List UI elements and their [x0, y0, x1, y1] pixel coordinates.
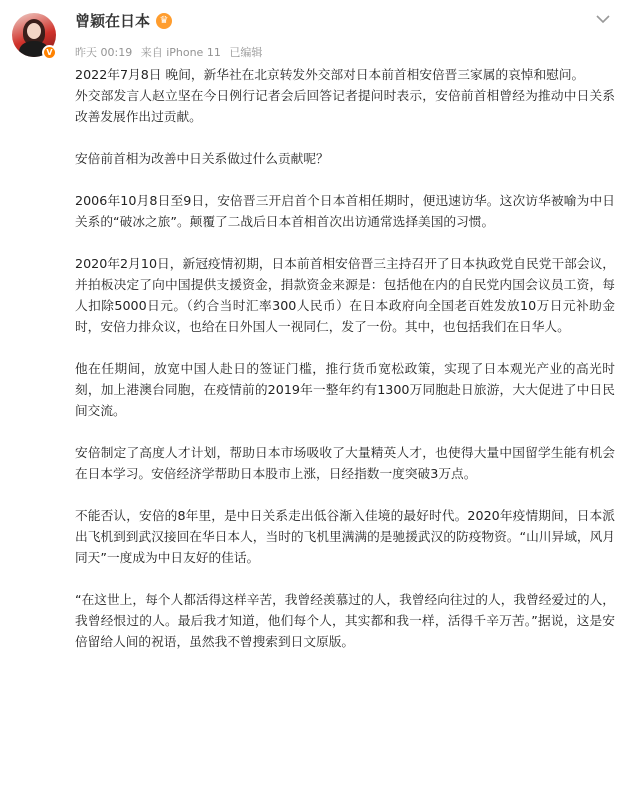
avatar-face [27, 23, 41, 39]
crown-badge-icon[interactable]: ♛ [156, 13, 172, 29]
post-source: 来自 iPhone 11 [140, 46, 221, 59]
paragraph-gap [75, 169, 615, 190]
post-paragraph: 安倍制定了高度人才计划，帮助日本市场吸收了大量精英人才，也使得大量中国留学生能有机会在日本学习。安倍经济学帮助日本股市上涨，日经指数一度突破3万点。 [75, 445, 615, 481]
paragraph-gap [75, 568, 615, 589]
paragraph-gap [75, 337, 615, 358]
post-paragraph: 2006年10月8日至9日，安倍晋三开启首个日本首相任期时，便迅速访华。这次访华被喻为中日关系的“破冰之旅”。颠覆了二战后日本首相首次出访通常选择美国的习惯。 [75, 193, 615, 229]
post-paragraph: “在这世上，每个人都活得这样辛苦，我曾经羡慕过的人，我曾经向往过的人，我曾经爱过的人，我曾经恨过的人。最后我才知道，他们每个人，其实都和我一样，活得千辛万苦。”据说，这是安倍留给人间的祝语，虽然我不曾搜索到日文原版。 [75, 592, 615, 649]
paragraph-gap [75, 484, 615, 505]
post-meta [75, 44, 267, 60]
post-paragraph: 安倍前首相为改善中日关系做过什么贡献呢？ [75, 151, 329, 166]
paragraph-gap [75, 232, 615, 253]
post-paragraph: 2022年7月8日 晚间，新华社在北京转发外交部对日本前首相安倍晋三家属的哀悼和慰问。 [75, 67, 585, 82]
post-author [75, 10, 172, 31]
username-link[interactable]: 曾颖在日本 [75, 12, 151, 30]
edited-label[interactable]: 已编辑 [229, 46, 263, 59]
paragraph-gap [75, 127, 615, 148]
paragraph-gap [75, 421, 615, 442]
post-paragraph: 他在任期间，放宽中国人赴日的签证门槛，推行货币宽松政策，实现了日本观光产业的高光时刻，加上港澳台同胞，在疫情前的2019年一整年约有1300万同胞赴日旅游，大大促进了中日民间交流。 [75, 361, 615, 418]
post-paragraph: 2020年2月10日，新冠疫情初期，日本前首相安倍晋三主持召开了日本执政党自民党干部会议，并拍板决定了向中国提供支援资金，捐款资金来源是：包括他在内的自民党内国会议员工资，每人扣除5000日元。（约合当时汇率300人民币）在日本政府向全国老百姓发放10万日元补助金时，安倍力排众议，也给在日外国人一视同仁，发了一份。其中，也包括我们在日华人。 [75, 256, 615, 334]
verified-badge-icon: V [42, 45, 57, 60]
chevron-down-icon[interactable] [596, 14, 610, 24]
post-content [75, 64, 615, 652]
post-paragraph: 外交部发言人赵立坚在今日例行记者会后回答记者提问时表示，安倍前首相曾经为推动中日关系改善发展作出过贡献。 [75, 88, 615, 124]
post-time[interactable]: 昨天 00:19 [75, 46, 133, 59]
post-paragraph: 不能否认，安倍的8年里，是中日关系走出低谷渐入佳境的最好时代。2020年疫情期间，日本派出飞机到到武汉接回在华日本人，当时的飞机里满满的是驰援武汉的防疫物资。“山川异域，风月同天”一度成为中日友好的佳话。 [75, 508, 615, 565]
